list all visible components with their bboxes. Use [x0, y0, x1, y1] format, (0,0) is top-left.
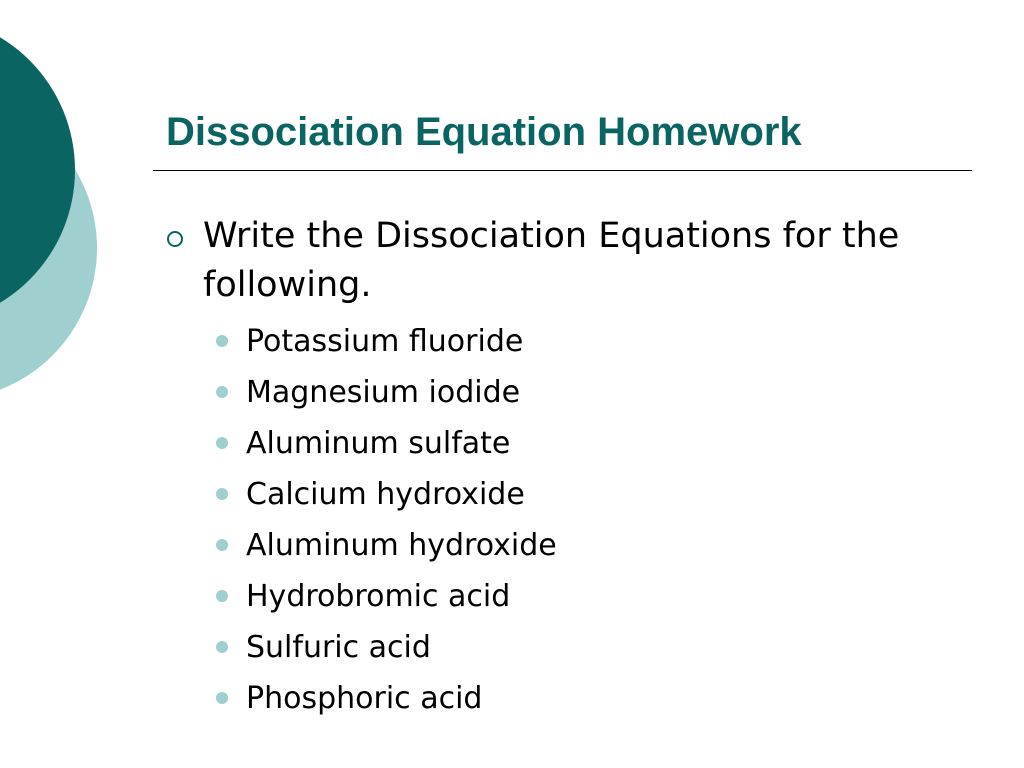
list-item — [246, 418, 980, 469]
hollow-circle-icon — [167, 231, 183, 247]
list-item-text: Phosphoric acid — [246, 681, 483, 716]
list-item — [246, 622, 980, 673]
list-item-text: Sulfuric acid — [246, 630, 431, 665]
compound-list — [246, 316, 980, 724]
slide-title: Dissociation Equation Homework — [166, 110, 802, 154]
filled-dot-icon — [216, 386, 228, 398]
main-bullet-text: Write the Dissociation Equations for the following. — [203, 216, 900, 305]
list-item — [246, 367, 980, 418]
list-item — [246, 469, 980, 520]
filled-dot-icon — [216, 590, 228, 602]
filled-dot-icon — [216, 335, 228, 347]
list-item-text: Potassium fluoride — [246, 324, 524, 359]
filled-dot-icon — [216, 641, 228, 653]
list-item-text: Aluminum sulfate — [246, 426, 511, 461]
filled-dot-icon — [216, 437, 228, 449]
list-item — [246, 571, 980, 622]
slide-content — [160, 212, 980, 724]
filled-dot-icon — [216, 539, 228, 551]
title-divider — [153, 170, 972, 171]
list-item-text: Aluminum hydroxide — [246, 528, 557, 563]
main-bullet-item — [160, 212, 980, 310]
list-item — [246, 316, 980, 367]
list-item-text: Hydrobromic acid — [246, 579, 511, 614]
list-item — [246, 520, 980, 571]
list-item-text: Calcium hydroxide — [246, 477, 525, 512]
filled-dot-icon — [216, 692, 228, 704]
filled-dot-icon — [216, 488, 228, 500]
list-item-text: Magnesium iodide — [246, 375, 521, 410]
list-item — [246, 673, 980, 724]
decorative-circles — [0, 0, 110, 410]
